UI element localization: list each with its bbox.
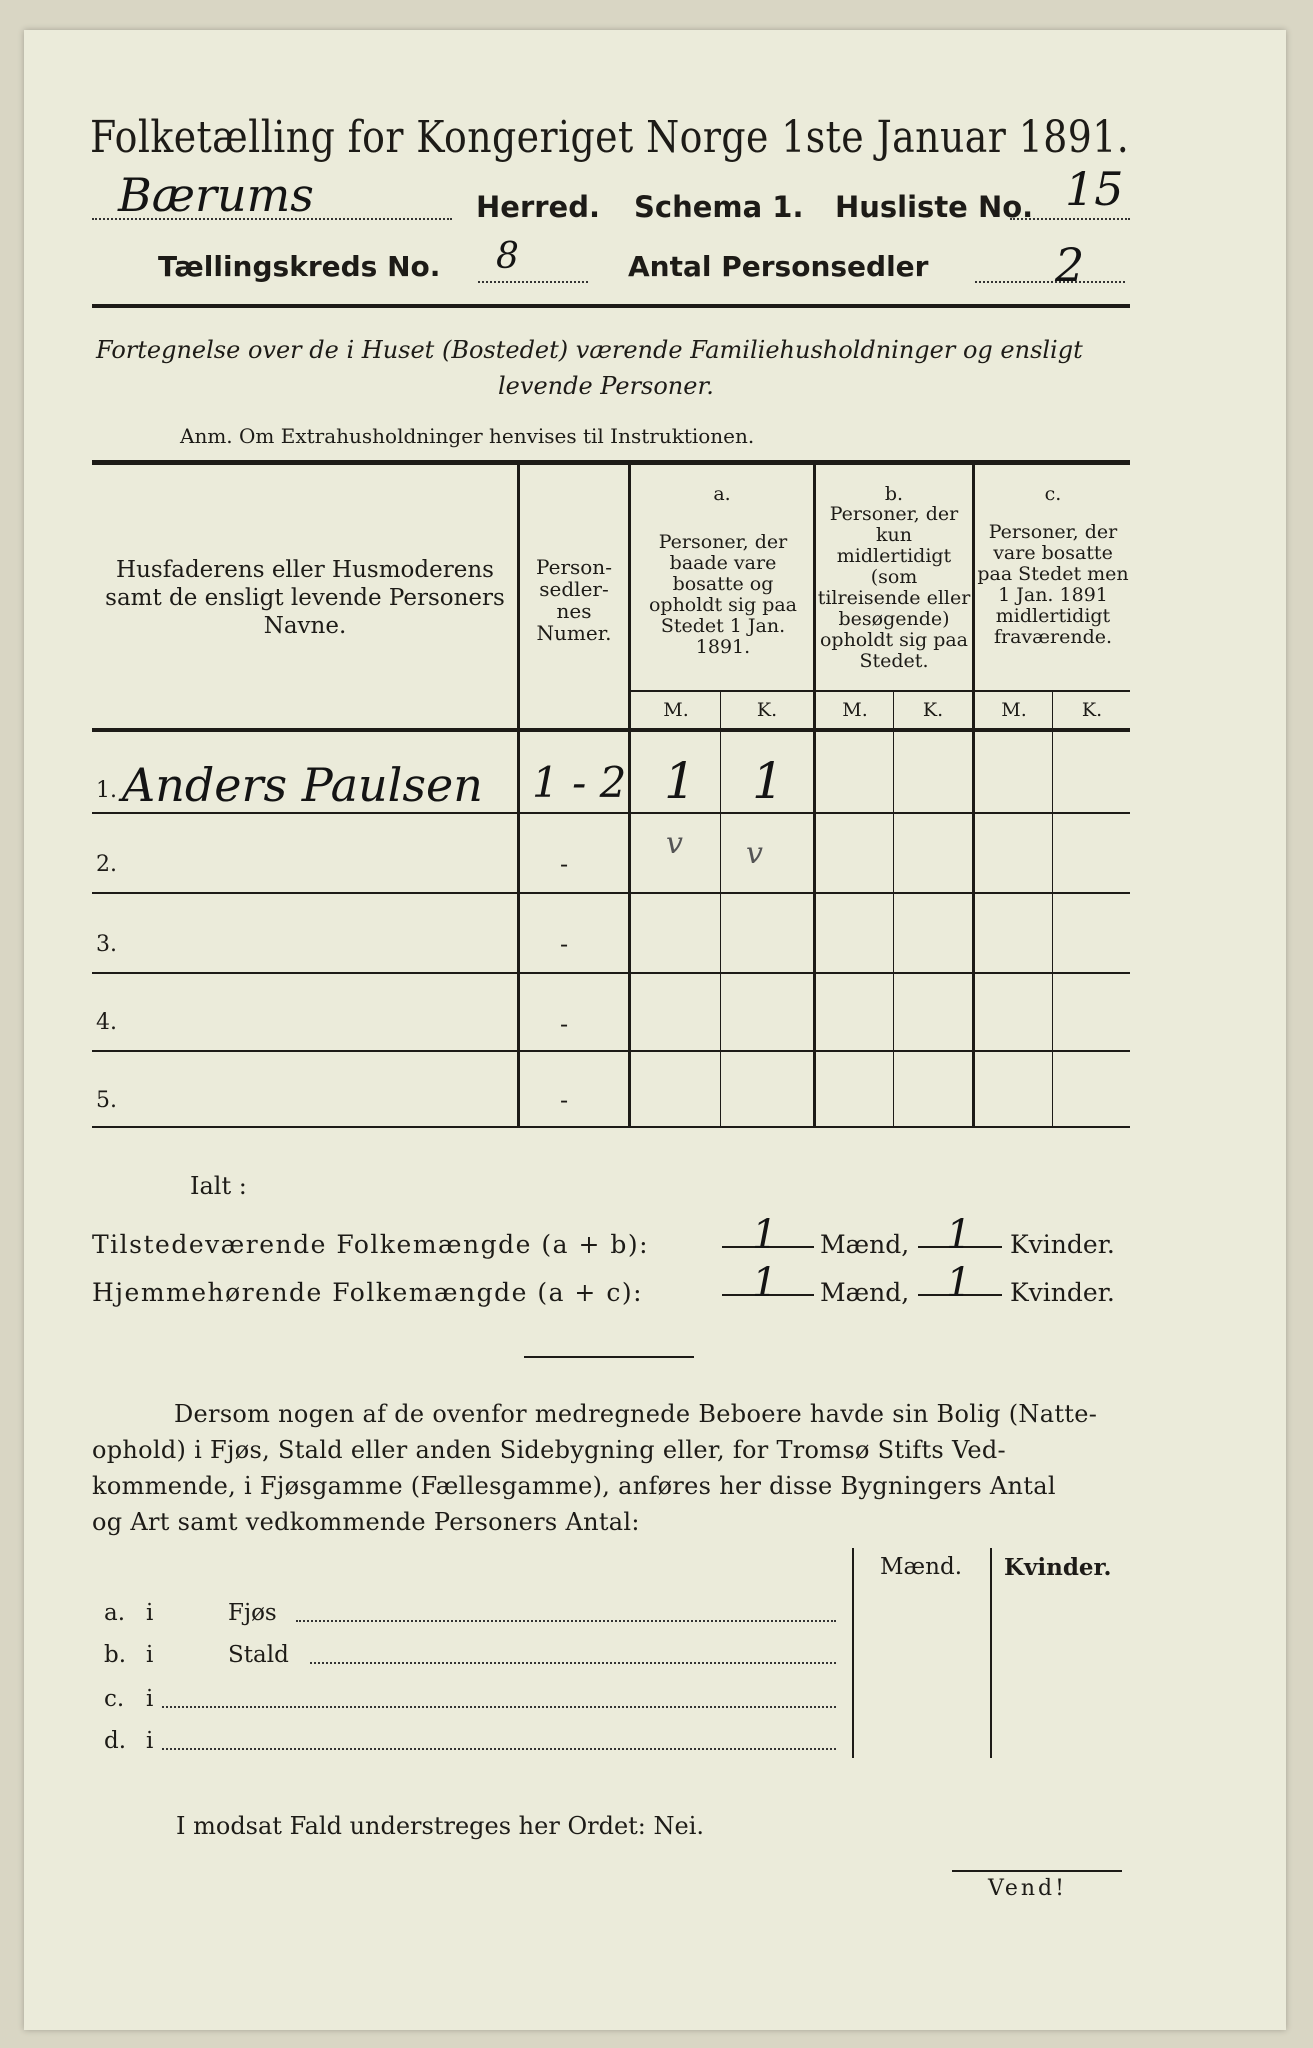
c-k-label: K. [1081,699,1103,721]
item-i: i [146,1728,154,1754]
row-number: 1. [96,778,117,803]
row-rule-1 [92,812,1130,814]
row-number: 3. [96,932,117,957]
table-bottom-rule [92,1126,1130,1128]
intro-line-1: Fortegnelse over de i Huset (Bostedet) værende Familiehusholdninger og ensligt [96,336,1083,364]
antal-number: 2 [1055,238,1085,292]
herred-name: Bærums [118,168,314,222]
col-header-b-letter: b. [884,483,904,505]
a-m-label: M. [663,699,689,721]
item-i: i [146,1600,154,1626]
husliste-dotted-line [1010,218,1130,220]
col-divider-numer [628,462,631,1126]
col-divider-name [517,462,520,1126]
item-dotted-line [162,1706,836,1708]
hjemme-label: Hjemmehørende Folkemængde (a + c): [92,1278,643,1307]
tilstede-maend-label: Mænd, [820,1230,910,1259]
hjemme-kvinder-label: Kvinder. [1010,1278,1115,1307]
item-letter: d. [104,1728,127,1754]
vend-text: Vend! [988,1876,1067,1901]
a-m-check: v [666,826,683,861]
bygning-col-divider-2 [990,1548,992,1758]
antal-label: Antal Personsedler [628,250,929,283]
tilstede-kvinder-value: 1 [946,1212,972,1258]
row-number: 5. [96,1088,117,1113]
kreds-label: Tællingskreds No. [158,250,441,283]
item-letter: c. [104,1686,125,1712]
section-divider [524,1356,694,1358]
personsedler-numer: - [560,930,569,958]
form-title: Folketælling for Kongeriget Norge 1ste Januar 1891. [90,112,1130,163]
row-rule-4 [92,1050,1130,1052]
hjemme-kvinder-value: 1 [946,1260,972,1306]
a-m-value: 1 [664,752,696,810]
bygning-kvinder-header: Kvinder. [1004,1554,1112,1581]
item-label-fjos: Fjøs [228,1600,277,1626]
husliste-label: Husliste No. [835,190,1034,224]
ialt-label: Ialt : [190,1172,247,1200]
col-divider-a-mk [720,690,721,1126]
c-m-label: M. [1001,699,1027,721]
header-rule [92,304,1130,308]
hjemme-maend-value: 1 [752,1260,778,1306]
item-dotted-line [162,1748,836,1750]
col-divider-a [813,462,816,1126]
tilstede-label: Tilstedeværende Folkemængde (a + b): [92,1230,650,1259]
item-letter: b. [104,1642,127,1668]
col-header-c: Personer, der vare bosatte paa Stedet men 1 Jan. 1891 midlertidigt fraværende. [977,521,1129,648]
herred-label: Herred. [476,190,600,224]
row-rule-2 [92,892,1130,894]
col-header-a: Personer, der baade vare bosatte og opholdt sig paa Stedet 1 Jan. 1891. [648,531,798,658]
kreds-dotted-line [478,281,588,283]
bygning-maend-header: Mænd. [880,1554,963,1580]
a-k-check: v [746,836,763,871]
col-header-c-letter: c. [1044,483,1062,505]
modsat-text: I modsat Fald understreges her Ordet: Nei. [176,1812,705,1840]
col-header-b: Personer, der kun midlertidigt (som tilreisende eller besøgende) opholdt sig paa Stedet. [817,503,971,672]
bygning-text-1: Dersom nogen af de ovenfor medregnede Beboere havde sin Bolig (Natte- [174,1400,1098,1428]
item-dotted-line [296,1620,836,1622]
bygning-text-4: og Art samt vedkommende Personers Antal: [92,1508,640,1536]
person-name: Anders Paulsen [122,758,483,812]
col-header-names: Husfaderens eller Husmoderens samt de ensligt levende Personers Navne. [105,557,505,639]
vend-rule [952,1870,1122,1872]
antal-dotted-line [975,281,1125,283]
col-divider-b [972,462,975,1126]
bygning-text-2: ophold) i Fjøs, Stald eller anden Sidebygning eller, for Tromsø Stifts Ved- [92,1436,1006,1464]
b-k-label: K. [922,699,944,721]
census-form-page [24,30,1286,2030]
personsedler-numer: - [560,1086,569,1114]
personsedler-numer: - [560,1010,569,1038]
herred-dotted-line [92,218,452,220]
tilstede-kvinder-label: Kvinder. [1010,1230,1115,1259]
a-k-label: K. [756,699,778,721]
tilstede-maend-value: 1 [752,1212,778,1258]
intro-line-2: levende Personer. [498,372,714,400]
kreds-number: 8 [496,236,519,277]
col-divider-b-mk [893,690,894,1126]
bygning-text-3: kommende, i Fjøsgamme (Fællesgamme), anføres her disse Bygningers Antal [92,1472,1056,1500]
col-header-numer: Person-sedler-nes Numer. [536,555,612,645]
row-rule-3 [92,972,1130,974]
husliste-number: 15 [1065,162,1124,216]
schema-label: Schema 1. [634,190,804,224]
personsedler-numer: - [560,850,569,878]
a-k-value: 1 [752,752,784,810]
item-i: i [146,1642,154,1668]
bygning-col-divider-1 [852,1548,854,1758]
col-header-a-letter: a. [713,483,731,505]
item-label-stald: Stald [228,1642,289,1668]
item-dotted-line [310,1662,836,1664]
hjemme-maend-label: Mænd, [820,1278,910,1307]
b-m-label: M. [842,699,868,721]
mk-header-rule [630,690,1130,692]
item-letter: a. [104,1600,126,1626]
col-divider-c-mk [1052,690,1053,1126]
row-number: 4. [96,1010,117,1035]
anm-note: Anm. Om Extrahusholdninger henvises til Instruktionen. [180,424,755,448]
item-i: i [146,1686,154,1712]
row-number: 2. [96,852,117,877]
personsedler-numer: 1 - 2 [532,758,627,807]
